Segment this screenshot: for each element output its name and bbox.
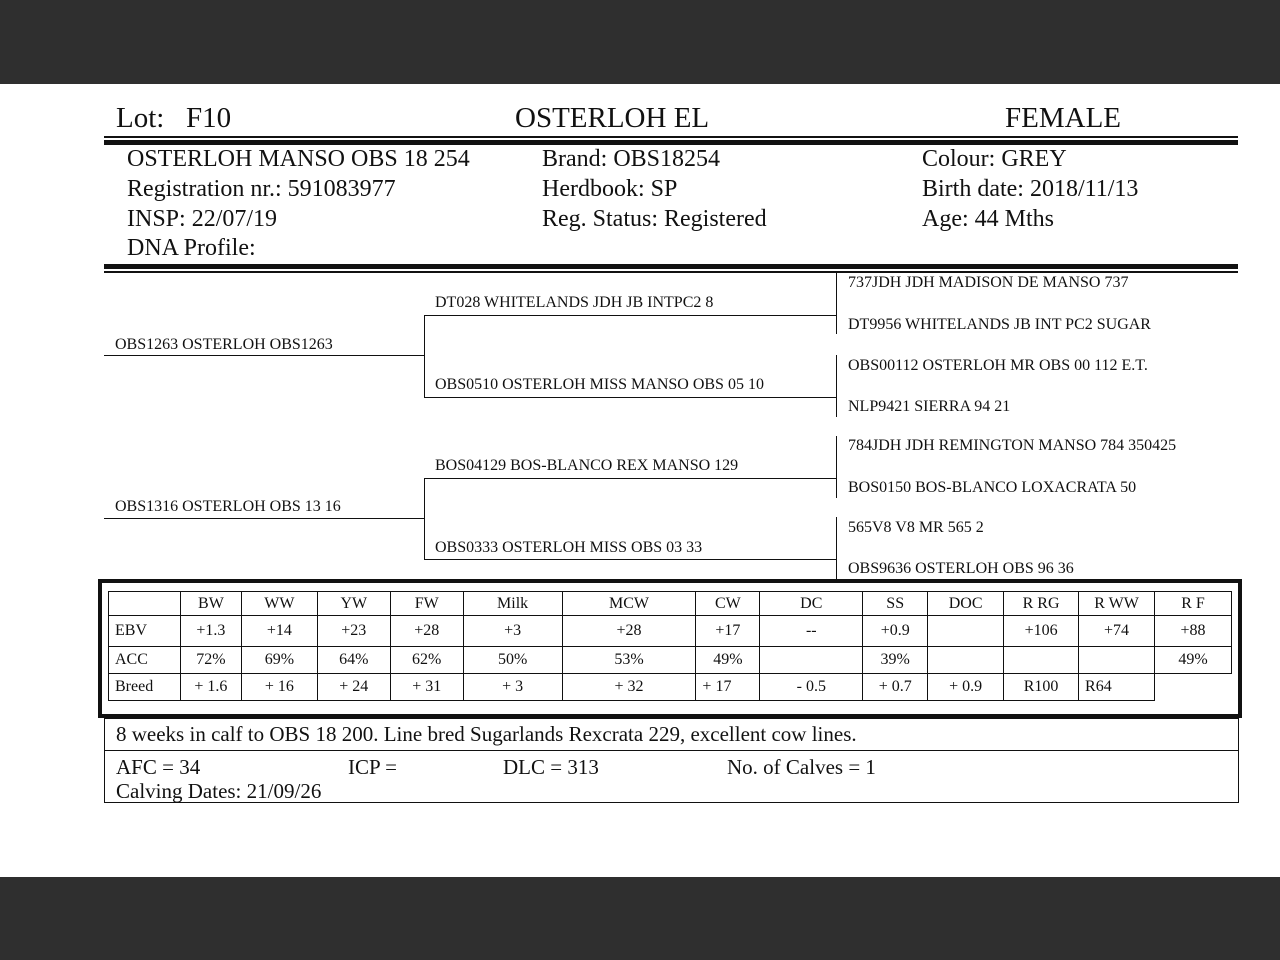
lot-card: [0, 84, 1280, 877]
pedigree-ggp-4: NLP9421 SIERRA 94 21: [848, 398, 1011, 415]
ebv-cell: +74: [1079, 616, 1155, 647]
breed-cell: + 17: [696, 674, 760, 701]
ebv-cell: --: [760, 616, 863, 647]
age: Age: 44 Mths: [922, 206, 1054, 232]
ebv-cell: +14: [241, 616, 317, 647]
acc-cell: 69%: [241, 647, 317, 674]
inspection-date: INSP: 22/07/19: [127, 206, 278, 232]
pedigree-ggp-6: BOS0150 BOS-BLANCO LOXACRATA 50: [848, 479, 1137, 496]
acc-cell: 64%: [317, 647, 390, 674]
pedigree-line-sd: [424, 397, 836, 398]
pedigree-bracket-sd: [836, 355, 837, 417]
pedigree-ggp-3: OBS00112 OSTERLOH MR OBS 00 112 E.T.: [848, 357, 1148, 374]
breed-cell: + 0.9: [928, 674, 1004, 701]
registration-number: Registration nr.: 591083977: [127, 176, 396, 202]
ebv-header-row: [109, 592, 1232, 616]
pedigree-bracket-ds: [836, 436, 837, 498]
ebv-header-cell: R F: [1154, 592, 1231, 616]
birth-date: Birth date: 2018/11/13: [922, 176, 1139, 202]
pedigree-bracket-sire: [424, 315, 425, 397]
acc-cell: [1079, 647, 1155, 674]
icp-value: ICP =: [348, 755, 397, 779]
ebv-table: [108, 591, 1232, 701]
acc-cell: 50%: [463, 647, 562, 674]
acc-row-label: ACC: [109, 647, 181, 674]
pedigree-line-dam: [104, 518, 424, 519]
ebv-cell: +1.3: [180, 616, 241, 647]
top-letterbox: [0, 0, 1280, 84]
acc-cell: [928, 647, 1004, 674]
brand: Brand: OBS18254: [542, 146, 721, 172]
calves-count: No. of Calves = 1: [727, 755, 876, 779]
ebv-header-cell: BW: [180, 592, 241, 616]
dna-profile: DNA Profile:: [127, 235, 256, 261]
comment-text: 8 weeks in calf to OBS 18 200. Line bred Sugarlands Rexcrata 229, excellent cow lines.: [116, 722, 857, 746]
calving-dates: Calving Dates: 21/09/26: [116, 779, 322, 803]
header-rule-thin: [104, 136, 1238, 138]
acc-cell: 53%: [562, 647, 696, 674]
pedigree-dam-sire: BOS04129 BOS-BLANCO REX MANSO 129: [435, 457, 739, 474]
ebv-header-cell: CW: [696, 592, 760, 616]
ebv-header-cell: R WW: [1079, 592, 1155, 616]
ebv-header-cell: WW: [241, 592, 317, 616]
ebv-cell: +106: [1004, 616, 1079, 647]
acc-cell: [1004, 647, 1079, 674]
breed-cell: - 0.5: [760, 674, 863, 701]
ebv-header-cell: DOC: [928, 592, 1004, 616]
afc-value: AFC = 34: [116, 755, 201, 779]
ebv-header-cell: YW: [317, 592, 390, 616]
breed-cell: + 31: [390, 674, 463, 701]
breed-cell: + 3: [463, 674, 562, 701]
bottom-letterbox: [0, 877, 1280, 960]
pedigree-sire-dam: OBS0510 OSTERLOH MISS MANSO OBS 05 10: [435, 376, 764, 393]
ebv-cell: +17: [696, 616, 760, 647]
ebv-header-cell: FW: [390, 592, 463, 616]
pedigree-bracket-dam: [424, 478, 425, 559]
colour: Colour: GREY: [922, 146, 1067, 172]
stats-box: [104, 750, 1239, 803]
pedigree-sire: OBS1263 OSTERLOH OBS1263: [115, 336, 333, 353]
breed-cell: R100: [1004, 674, 1079, 701]
info-rule-thin: [104, 271, 1238, 273]
header-rule-thick: [104, 140, 1238, 145]
acc-cell: 62%: [390, 647, 463, 674]
acc-row: [109, 647, 1232, 674]
ebv-row-label: EBV: [109, 616, 181, 647]
acc-cell: [760, 647, 863, 674]
pedigree-sire-sire: DT028 WHITELANDS JDH JB INTPC2 8: [435, 294, 714, 311]
animal-sex: FEMALE: [1005, 102, 1121, 134]
breed-cell: + 16: [241, 674, 317, 701]
ebv-header-cell: DC: [760, 592, 863, 616]
pedigree-ggp-2: DT9956 WHITELANDS JB INT PC2 SUGAR: [848, 316, 1151, 333]
acc-cell: 72%: [180, 647, 241, 674]
breed-row-label: Breed: [109, 674, 181, 701]
pedigree-bracket-dd: [836, 517, 837, 579]
ebv-header-cell: [109, 592, 181, 616]
comment-box: [104, 718, 1239, 751]
acc-cell: 49%: [696, 647, 760, 674]
pedigree-ggp-1: 737JDH JDH MADISON DE MANSO 737: [848, 274, 1129, 291]
ebv-cell: +23: [317, 616, 390, 647]
acc-cell: 49%: [1154, 647, 1231, 674]
ebv-cell: +28: [390, 616, 463, 647]
pedigree-dam-dam: OBS0333 OSTERLOH MISS OBS 03 33: [435, 539, 703, 556]
breed-cell: + 1.6: [180, 674, 241, 701]
ebv-cell: +28: [562, 616, 696, 647]
breeder-name: OSTERLOH EL: [515, 102, 710, 134]
animal-name: OSTERLOH MANSO OBS 18 254: [127, 146, 470, 172]
dlc-value: DLC = 313: [503, 755, 599, 779]
pedigree-line-sire: [104, 355, 424, 356]
breed-cell: R64: [1079, 674, 1155, 701]
ebv-header-cell: Milk: [463, 592, 562, 616]
ebv-row: [109, 616, 1232, 647]
pedigree-line-ds: [424, 478, 836, 479]
pedigree-line-dd: [424, 559, 836, 560]
info-rule-thick: [104, 264, 1238, 269]
breed-cell: + 0.7: [863, 674, 928, 701]
pedigree-bracket-ss: [836, 272, 837, 334]
ebv-cell: [928, 616, 1004, 647]
ebv-header-cell: R RG: [1004, 592, 1079, 616]
acc-cell: 39%: [863, 647, 928, 674]
lot-label: Lot:: [116, 102, 165, 134]
lot-number: F10: [186, 102, 232, 134]
pedigree-ggp-7: 565V8 V8 MR 565 2: [848, 519, 984, 536]
ebv-cell: +88: [1154, 616, 1231, 647]
pedigree-line-ss: [424, 315, 836, 316]
pedigree-ggp-5: 784JDH JDH REMINGTON MANSO 784 350425: [848, 437, 1177, 454]
ebv-header-cell: SS: [863, 592, 928, 616]
pedigree-ggp-8: OBS9636 OSTERLOH OBS 96 36: [848, 560, 1074, 577]
ebv-header-cell: MCW: [562, 592, 696, 616]
breed-cell: + 32: [562, 674, 696, 701]
breed-row: [109, 674, 1232, 701]
ebv-cell: +0.9: [863, 616, 928, 647]
herdbook: Herdbook: SP: [542, 176, 678, 202]
pedigree-dam: OBS1316 OSTERLOH OBS 13 16: [115, 498, 341, 515]
ebv-cell: +3: [463, 616, 562, 647]
registration-status: Reg. Status: Registered: [542, 206, 767, 232]
breed-cell: + 24: [317, 674, 390, 701]
